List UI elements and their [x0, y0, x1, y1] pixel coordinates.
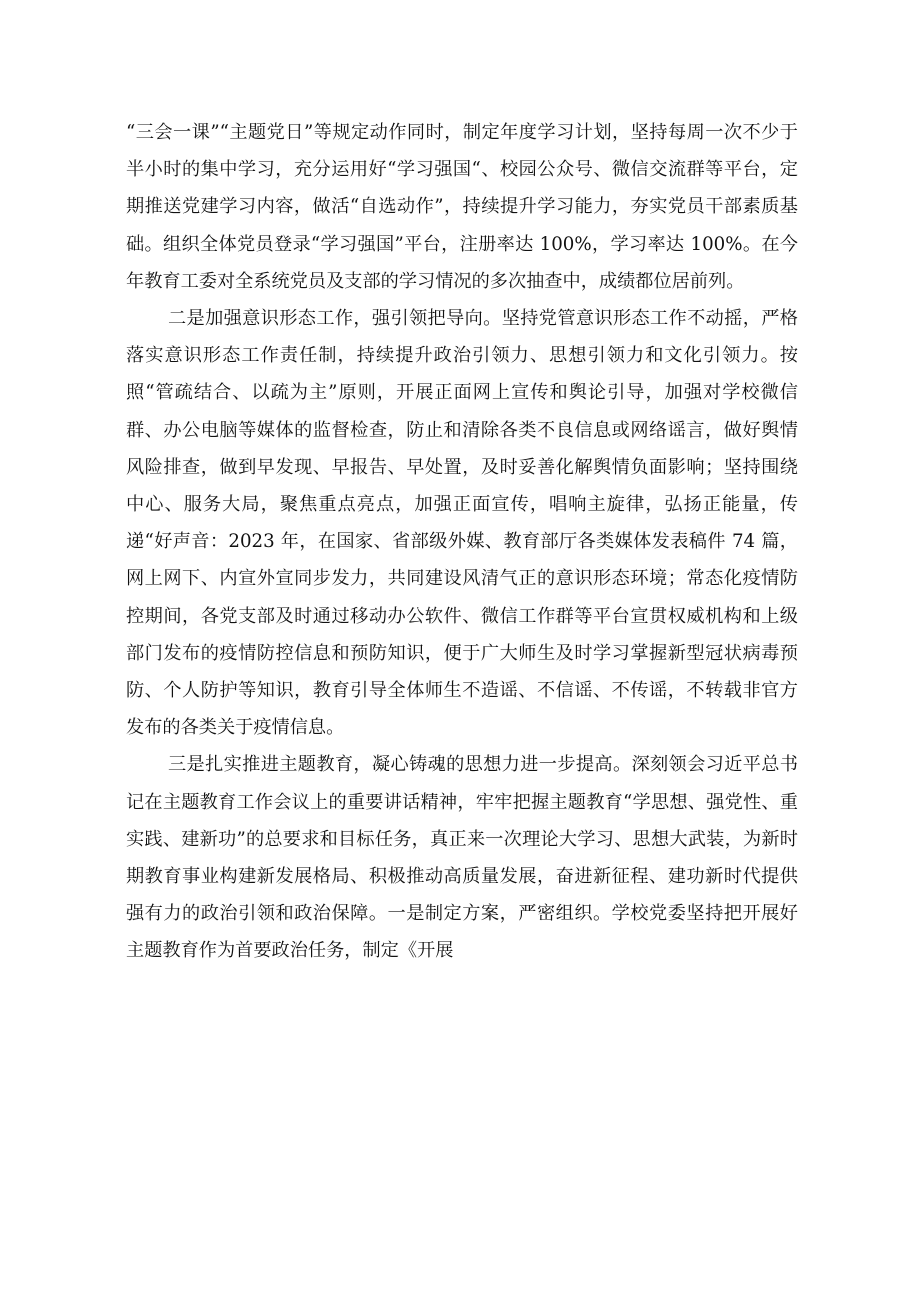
paragraph-ideology-work: 二是加强意识形态工作，强引领把导向。坚持党管意识形态工作不动摇，严格落实意识形态工作责任制，持续提升政治引领力、思想引领力和文化引领力。按照“管疏结合、以疏为主”原则，开展正面网上宣传和舆论引导，加强对学校微信群、办公电脑等媒体的监督检查，防止和清除各类不良信息或网络谣言，做好舆情风险排查，做到早发现、早报告、早处置，及时妥善化解舆情负面影响；坚持围绕中心、服务大局，聚焦重点亮点，加强正面宣传，唱响主旋律，弘扬正能量，传递“好声音：2023 年，在国家、省部级外媒、教育部厅各类媒体发表稿件 74 篇，网上网下、内宣外宣同步发力，共同建设风清气正的意识形态环境；常态化疫情防控期间，各党支部及时通过移动办公软件、微信工作群等平台宣贯权威机构和上级部门发布的疫情防控信息和预防知识，便于广大师生及时学习掌握新型冠状病毒预防、个人防护等知识，教育引导全体师生不造谣、不信谣、不传谣，不转载非官方发布的各类关于疫情信息。	[126, 308, 798, 739]
paragraph-theme-education: 三是扎实推进主题教育，凝心铸魂的思想力进一步提高。深刻领会习近平总书记在主题教育工作会议上的重要讲话精神，牢牢把握主题教育“学思想、强党性、重实践、建新功”的总要求和目标任务，真正来一次理论大学习、思想大武装，为新时期教育事业构建新发展格局、积极推动高质量发展，奋进新征程、建功新时代提供强有力的政治引领和政治保障。一是制定方案，严密组织。学校党委坚持把开展好主题教育作为首要政治任务，制定《开展	[126, 754, 798, 962]
document-body	[126, 114, 798, 970]
paragraph-study-plan: “三会一课”“主题党日”等规定动作同时，制定年度学习计划，坚持每周一次不少于半小时的集中学习，充分运用好“学习强国“、校园公众号、微信交流群等平台，定期推送党建学习内容，做活“自选动作”，持续提升学习能力，夯实党员干部素质基础。组织全体党员登录“学习强国”平台，注册率达 100%，学习率达 100%。在今年教育工委对全系统党员及支部的学习情况的多次抽查中，成绩都位居前列。	[126, 122, 798, 292]
